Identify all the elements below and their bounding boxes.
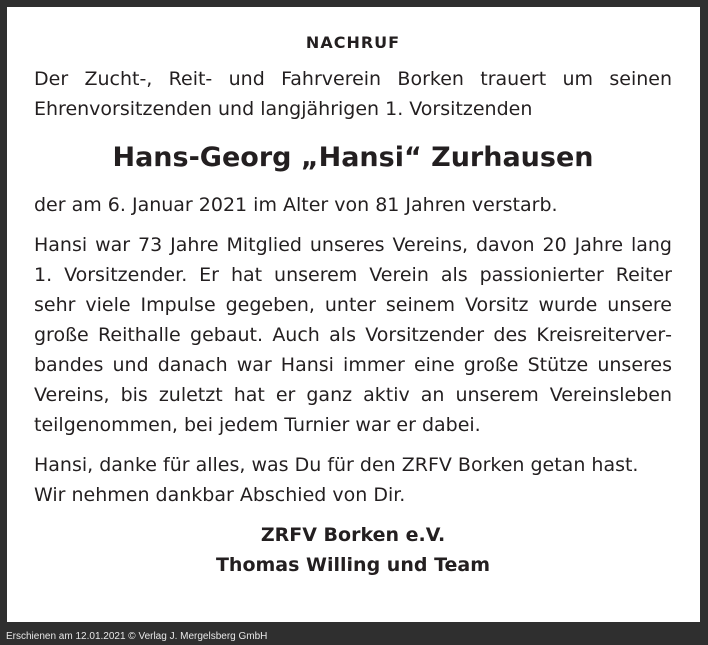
intro-text: Der Zucht-, Reit- und Fahrverein Borken trauert um seinen Ehrenvorsitzenden und langjährigen 1. Vorsitzenden	[34, 68, 672, 120]
obituary-card	[7, 7, 700, 622]
death-date-text: der am 6. Januar 2021 im Alter von 81 Jahren verstarb.	[34, 194, 558, 216]
closing-text: Hansi, danke für alles, was Du für den ZRFV Borken getan hast. Wir nehmen dankbar Abschied von Dir.	[34, 454, 639, 506]
notice-heading: NACHRUF	[305, 33, 401, 52]
body-text: Hansi war 73 Jahre Mitglied unseres Vereins, davon 20 Jahre lang 1. Vorsitzender. Er hat unserem Verein als passionierter Reiter sehr viele Impulse gegeben, unter seinem Vorsitz wurde unsere große Reithalle gebaut. Auch als Vorsitzender des Kreisreiterverbandes und danach war Hansi immer eine große Stütze unseres Vereins, bis zuletzt hat er ganz aktiv an unserem Vereinsleben teilgenommen, bei jedem Turnier war er dabei.	[34, 234, 672, 436]
signature-organization: ZRFV Borken e.V.	[260, 524, 446, 546]
publication-footer: Erschienen am 12.01.2021 © Verlag J. Mergelsberg GmbH	[6, 631, 268, 642]
signature-team: Thomas Willing und Team	[215, 554, 491, 576]
deceased-name: Hans-Georg „Hansi“ Zurhausen	[112, 142, 594, 173]
